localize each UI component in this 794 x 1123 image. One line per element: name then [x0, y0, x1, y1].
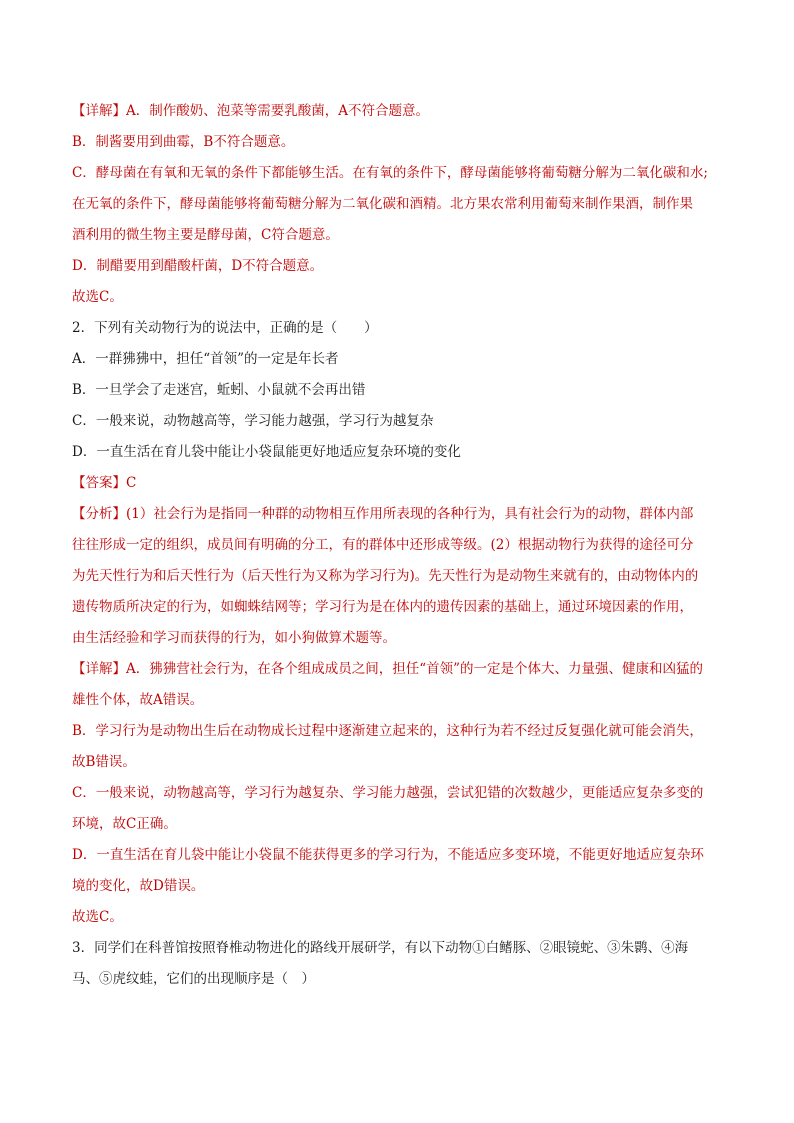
line-text: 环境，故C正确。 [72, 816, 177, 832]
line-text: 马、⑤虎纹蛙，它们的出现顺序是（ ） [72, 971, 315, 987]
text-line [72, 747, 732, 778]
line-text: C．酵母菌在有氧和无氧的条件下都能够生活。在有氧的条件下，酵母菌能够将葡萄糖分解为二氧化碳和水; [72, 165, 708, 181]
line-text: B．一旦学会了走迷宫，蚯蚓、小鼠就不会再出错 [72, 382, 366, 398]
line-text: B．制酱要用到曲霉，B不符合题意。 [72, 134, 295, 150]
line-text: D．一直生活在育儿袋中能让小袋鼠能更好地适应复杂环境的变化 [72, 444, 461, 460]
text-line [72, 220, 732, 251]
line-text: 在无氧的条件下，酵母菌能够将葡萄糖分解为二氧化碳和酒精。北方果农常利用葡萄来制作果酒，制作果 [72, 196, 693, 212]
text-line [72, 158, 732, 189]
line-text: C．一般来说，动物越高等，学习能力越强，学习行为越复杂 [72, 413, 434, 429]
line-text: A．狒狒营社会行为，在各个组成成员之间，担任“首领”的一定是个体大、力量强、健康和凶猛的 [126, 661, 704, 677]
text-line [72, 344, 732, 375]
line-text: C．一般来说，动物越高等，学习行为越复杂、学习能力越强，尝试犯错的次数越少，更能适应复杂多变的 [72, 785, 704, 801]
line-text: 3．同学们在科普馆按照脊椎动物进化的路线开展研学，有以下动物①白鳍豚、②眼镜蛇、③朱鹮、④海 [72, 940, 689, 956]
text-line [72, 96, 732, 127]
text-line [72, 127, 732, 158]
line-text: B．学习行为是动物出生后在动物成长过程中逐渐建立起来的，这种行为若不经过反复强化就可能会消失， [72, 723, 703, 739]
line-text: A．一群狒狒中，担任“首领”的一定是年长者 [72, 351, 339, 367]
text-line [72, 685, 732, 716]
text-line [72, 623, 732, 654]
line-text: 遗传物质所决定的行为，如蜘蛛结网等；学习行为是在体内的遗传因素的基础上，通过环境因素的作用， [72, 599, 693, 615]
section-tag: 【详解】 [72, 661, 126, 677]
line-text: (1）社会行为是指同一种群的动物相互作用所表现的各种行为，具有社会行为的动物，群体内部 [126, 506, 694, 522]
document-page [72, 96, 732, 995]
text-line [72, 654, 732, 685]
line-text: 境的变化，故D错误。 [72, 878, 205, 894]
text-line [72, 933, 732, 964]
text-line [72, 561, 732, 592]
line-text: 2．下列有关动物行为的说法中，正确的是（ ） [72, 320, 378, 336]
line-text: 酒利用的微生物主要是酵母菌，C符合题意。 [72, 227, 339, 243]
line-text: D．制醋要用到醋酸杆菌，D不符合题意。 [72, 258, 324, 274]
text-line [72, 282, 732, 313]
text-line [72, 871, 732, 902]
text-line [72, 499, 732, 530]
text-line [72, 964, 732, 995]
line-text: D．一直生活在育儿袋中能让小袋鼠不能获得更多的学习行为，不能适应多变环境，不能更好地适应复杂环 [72, 847, 704, 863]
section-tag: 【分析】 [72, 506, 126, 522]
text-line [72, 189, 732, 220]
text-line [72, 902, 732, 933]
text-line [72, 716, 732, 747]
line-text: 雄性个体，故A错误。 [72, 692, 204, 708]
line-text: 故选C。 [72, 909, 123, 925]
line-text: 往往形成一定的组织，成员间有明确的分工，有的群体中还形成等级。(2）根据动物行为获得的途径可分 [72, 537, 694, 553]
text-line [72, 592, 732, 623]
text-line [72, 809, 732, 840]
text-line [72, 778, 732, 809]
line-text: 故B错误。 [72, 754, 136, 770]
text-line [72, 313, 732, 344]
text-line [72, 251, 732, 282]
text-line [72, 406, 732, 437]
line-text: 由生活经验和学习而获得的行为，如小狗做算术题等。 [72, 630, 396, 646]
text-line [72, 840, 732, 871]
section-tag: 【答案】 [72, 475, 126, 491]
line-text: 为先天性行为和后天性行为（后天性行为又称为学习行为)。先天性行为是动物生来就有的，由动物体内的 [72, 568, 699, 584]
section-tag: 【详解】 [72, 103, 126, 119]
line-text: A．制作酸奶、泡菜等需要乳酸菌，A不符合题意。 [126, 103, 429, 119]
text-line [72, 530, 732, 561]
text-line [72, 437, 732, 468]
text-line [72, 375, 732, 406]
line-text: 故选C。 [72, 289, 123, 305]
text-line [72, 468, 732, 499]
line-text: C [126, 475, 137, 491]
